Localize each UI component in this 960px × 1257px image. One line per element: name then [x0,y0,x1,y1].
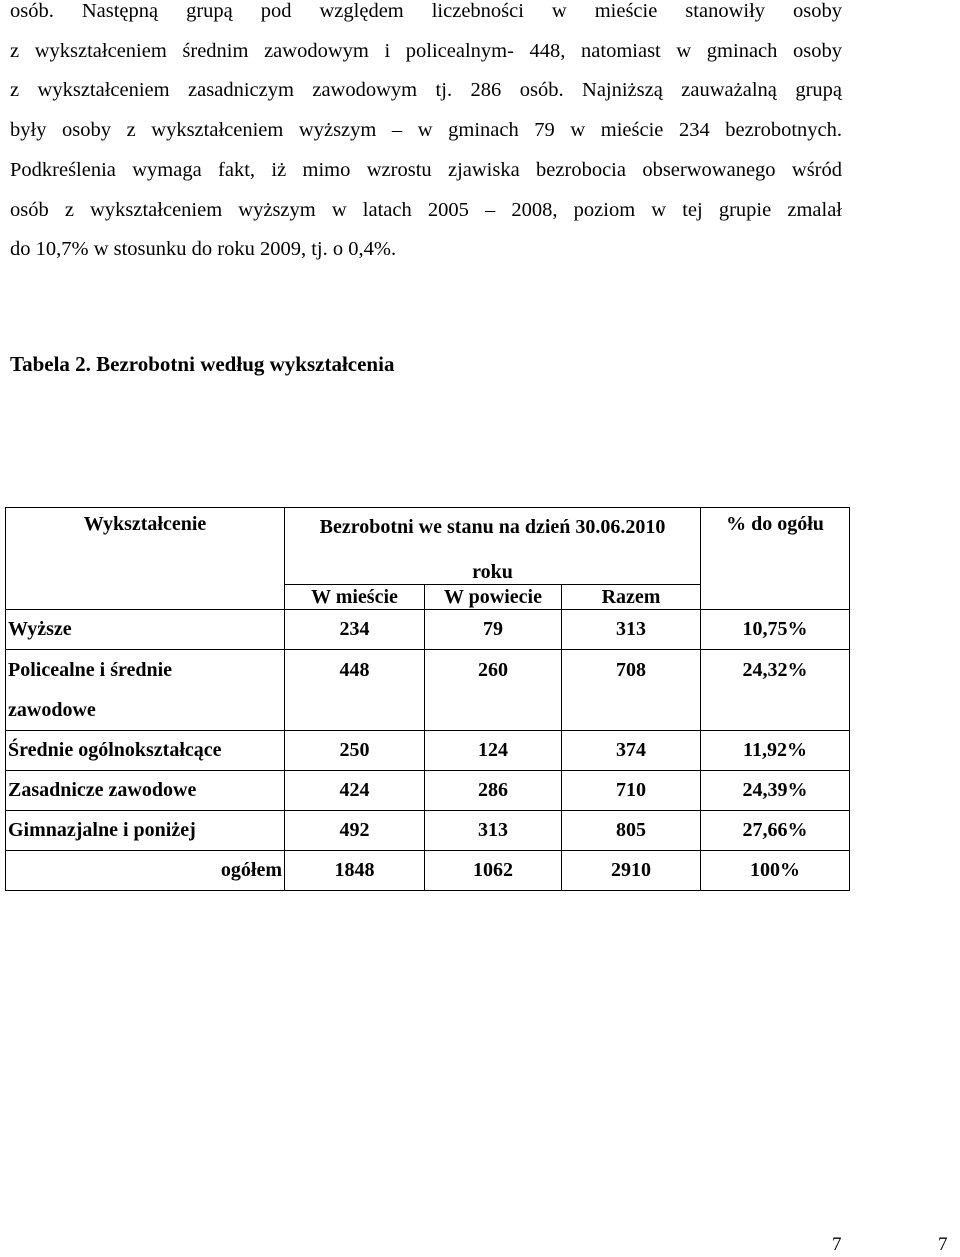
header-unemployed-cont: roku [285,546,701,585]
cell-county: 260 [425,650,562,731]
cell-total: 805 [562,811,701,851]
table-row [6,610,850,650]
total-county: 1062 [425,851,562,891]
unemployment-table [5,507,850,891]
cell-total: 374 [562,731,701,771]
row-label: Zasadnicze zawodowe [6,771,285,811]
header-percent: % do ogółu [701,508,850,610]
body-paragraph [10,0,842,270]
cell-percent: 11,92% [701,731,850,771]
total-city: 1848 [285,851,425,891]
cell-percent: 10,75% [701,610,850,650]
cell-total: 313 [562,610,701,650]
page-number: 7 [938,1234,948,1255]
total-sum: 2910 [562,851,701,891]
cell-county: 313 [425,811,562,851]
total-percent: 100% [701,851,850,891]
table-row [6,771,850,811]
paragraph-line: osób. Następną grupą pod względem liczebności w mieście stanowiły osoby [10,0,842,22]
table-total-row [6,851,850,891]
cell-percent: 24,32% [701,650,850,731]
paragraph-line: Podkreślenia wymaga fakt, iż mimo wzrostu zjawiska bezrobocia obserwowanego wśród [10,158,842,181]
cell-county: 124 [425,731,562,771]
paragraph-line: były osoby z wykształceniem wyższym – w gminach 79 w mieście 234 bezrobotnych. [10,119,842,142]
paragraph-line: osób z wykształceniem wyższym w latach 2005 – 2008, poziom w tej grupie zmalał [10,198,842,221]
paragraph-line: z wykształceniem zasadniczym zawodowym tj. 286 osób. Najniższą zauważalną grupą [10,79,842,102]
cell-total: 710 [562,771,701,811]
cell-percent: 27,66% [701,811,850,851]
header-education: Wykształcenie [6,508,285,610]
table-caption: Tabela 2. Bezrobotni według wykształcenia [10,352,395,376]
header-county: W powiecie [425,585,562,610]
cell-city: 448 [285,650,425,731]
header-city: W mieście [285,585,425,610]
page-number: 7 [832,1234,842,1255]
header-total: Razem [562,585,701,610]
paragraph-line: do 10,7% w stosunku do roku 2009, tj. o 0,4%. [10,238,397,261]
cell-city: 250 [285,731,425,771]
table-header-row [6,508,850,547]
row-label-line: zawodowe [8,699,96,721]
row-label: Gimnazjalne i poniżej [6,811,285,851]
table-row [6,811,850,851]
cell-total: 708 [562,650,701,731]
table-row [6,731,850,771]
cell-city: 492 [285,811,425,851]
row-label [6,650,285,731]
row-label-line: Policealne i średnie [8,659,173,681]
cell-percent: 24,39% [701,771,850,811]
total-label: ogółem [6,851,285,891]
cell-city: 234 [285,610,425,650]
cell-city: 424 [285,771,425,811]
table-row [6,650,850,731]
paragraph-line: z wykształceniem średnim zawodowym i policealnym- 448, natomiast w gminach osoby [10,39,842,62]
cell-county: 286 [425,771,562,811]
row-label: Średnie ogólnokształcące [6,731,285,771]
cell-county: 79 [425,610,562,650]
row-label: Wyższe [6,610,285,650]
header-unemployed: Bezrobotni we stanu na dzień 30.06.2010 [285,508,701,547]
